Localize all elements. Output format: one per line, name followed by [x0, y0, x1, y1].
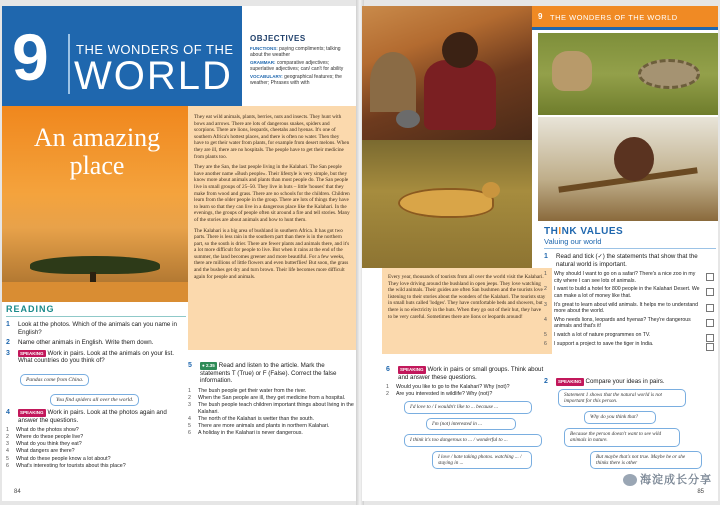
unit-number: 9 — [538, 12, 543, 21]
statement-row: 5 I watch a lot of nature programmes on TV. — [544, 332, 716, 339]
hunter-photo — [538, 117, 718, 221]
question-item: 1 What do the photos show? — [6, 427, 79, 434]
statement-item: 1 The bush people get their water from the river. — [188, 387, 307, 394]
objectives-heading: OBJECTIVES — [250, 34, 306, 43]
hyena — [552, 51, 592, 91]
watermark: 海淀成长分享 — [623, 471, 712, 487]
valuing-subheading: Valuing our world — [544, 237, 716, 249]
statement-row: 2 I want to build a hotel for 800 people in the Kalahari Desert. We can make a lot of money like that. — [544, 286, 716, 299]
unit-title-line1: THE WONDERS OF THE — [76, 42, 234, 57]
unit-header-title: THE WONDERS OF THE WORLD — [550, 13, 678, 22]
page-number: 85 — [697, 489, 704, 495]
speaking-tag: SPEAKING — [20, 409, 44, 415]
tick-box[interactable] — [706, 304, 714, 312]
audio-tag: ● 2.35 — [202, 363, 215, 368]
tick-box[interactable] — [706, 273, 714, 281]
cheetah-body — [398, 188, 494, 218]
page-number: 84 — [14, 489, 21, 495]
snake — [638, 59, 700, 89]
speech-bubble: I'm (not) interested in ... — [426, 418, 516, 430]
hyena-snake-photo — [538, 33, 718, 115]
task-3: 3 SPEAKING Work in pairs. Look at the animals on your list. What countries do you think of? — [6, 349, 174, 365]
speech-bubble: Statement 1 shows that the natural world is not important for this person. — [558, 389, 686, 408]
article-paragraph: They eat wild animals, plants, berries, nuts and insects. They hunt with bows and arrows. There are lots of dangerous snakes, spiders and scorpions. There are lions, leopards, cheetahs and hyenas. It's one of southern Africa's hottest places, and there is often no water. Then they have to get their water from plants, for example from desert melons. When they are ill, there are no hospitals. The people have to get their medicine from plants too. — [194, 114, 350, 160]
wechat-icon — [623, 474, 637, 486]
hut — [370, 52, 416, 112]
person-clothing — [424, 60, 496, 130]
statement-item: 3 The bush people teach children important things about living in the Kalahari. — [188, 401, 354, 416]
tick-box[interactable] — [706, 288, 714, 296]
speech-bubble: Pandas come from China. — [20, 374, 89, 386]
question-item: 4 What dangers are there? — [6, 448, 75, 455]
task-1: 1 Look at the photos. Which of the animals can you name in English? — [6, 321, 177, 336]
unit-header — [532, 6, 718, 30]
question-item: 1 Would you like to go to the Kalahari? Why (not)? — [386, 384, 510, 391]
story-paragraph: Every year, thousands of tourists from all over the world visit the Kalahari. They love driving around the bushland in open jeeps. They love watching the wild animals. Their guides are often San bushmen and the tourists love listening to their stories about the wonders of the Kalahari. The tourists stay in small huts called 'lodges'. They have comfortable beds and showers, but there is no electricity in the huts. When they go out of their hut, they have to be very careful. Sometimes there are lions or leopards around! — [388, 274, 546, 320]
objective-row: GRAMMAR: comparative adjectives; superlative adjectives; can/ can't for ability — [250, 60, 344, 72]
statement-item: 4 The north of the Kalahari is wetter than the south. — [188, 416, 315, 423]
think-values-title: THINK VALUES — [544, 226, 624, 237]
task-6: 6 SPEAKING Work in pairs or small groups. Think about and answer these questions. 1 Would you like to go to the Kalahari? Why (not)? 2 Are you interested in wildlife? Why (not)? I'd love to / I wouldn't like to ... because ... I'm (not) interested in ... I think it's too dangerous to ... / wonderful to ... I love / hate taking photos. watching ... / staying in ... — [386, 366, 546, 473]
statement-item: 5 There are more animals and plants in northern Kalahari. — [188, 423, 330, 430]
reading-section — [6, 304, 186, 470]
statement-item: 6 A holiday in the Kalahari is never dangerous. — [188, 430, 303, 437]
think-values-section — [544, 226, 716, 349]
article-title: An amazing place — [33, 123, 161, 180]
task-5: 5 ● 2.35 Read and listen to the article. Mark the statements T (True) or F (False). Correct the false information. 1 The bush people get their water from the river. 2 When the San people are ill, they get medicine from a hospital. 3 The bush people teach children important things about living in the Kalahari. 4 The north of the Kalahari is wetter than the south. 5 There are more animals and plants in northern Kalahari. 6 A holiday in the Kalahari is never dangerous. — [188, 362, 356, 437]
statement-row: 4 Who needs lions, leopards and hyenas? They're dangerous animals and that's it! — [544, 317, 716, 330]
objective-row: VOCABULARY: geographical features; the weather; Phrases with with — [250, 74, 342, 86]
question-item: 6 What's interesting for tourists about this place? — [6, 462, 126, 469]
article-paragraph: They are the San, the last people living in the Kalahari. The San people have another name «Bush people». Their lifestyle is very simple, but they know more about animals and plants than most people do. The San people live in small groups of 25–50. They live in huts – little 'houses' that they make from wood and grass. There are no schools for the children. Children learn from the older people in the group. There are lots of things they have to learn so that they can live in a dangerous place like the Kalahari. In the evenings, the groups of people often sit around a fire and tell stories. Many of the stories are about animals and how to hunt them. — [194, 164, 350, 223]
task-2-compare: 2 SPEAKING Compare your ideas in pairs. Statement 1 shows that the natural world is not important for this person. Why do you think that? Because the person doesn't want to see wild animals in nature. But maybe that's not true. Maybe he or she thinks there is other — [544, 378, 716, 473]
article-paragraph: The Kalahari is a big area of bushland in southern Africa. It has got two parts. There is less rain in the southern part than there is in the northern part, so the south is drier. There are fewer plants and animals there, and it's a lot more difficult for people to live. But when it rains at the end of the summer, the land becomes greener and more beautiful. For a few weeks, there are millions of little flowers and even butterflies! But soon, the grass and the bushes get dry and turn brown. Their life becomes more difficult again for people and animals. — [194, 227, 350, 280]
statement-row: 3 It's great to learn about wild animals. It helps me to understand more about the world. — [544, 302, 716, 315]
story-box — [382, 268, 552, 354]
question-item: 5 What do these people know a lot about? — [6, 455, 111, 462]
ground — [2, 282, 188, 302]
question-item: 2 Where do these people live? — [6, 434, 84, 441]
san-family-photo — [362, 6, 532, 140]
speech-bubble: Why do you think that? — [584, 411, 656, 423]
speech-bubble: I love / hate taking photos. watching ... / staying in ... — [432, 451, 532, 470]
cooking-pot — [396, 110, 420, 128]
task-2: 2 Name other animals in English. Write them down. — [6, 339, 154, 347]
statement-row: 1 Why should I want to go on a safari? There's a nice zoo in my city where I can see lots of animals. — [544, 271, 716, 284]
objectives-box — [242, 6, 358, 106]
speech-bubble: You find spiders all over the world. — [50, 394, 139, 406]
speech-bubble: Because the person doesn't want to see wild animals in nature. — [564, 428, 680, 447]
question-item: 2 Are you interested in wildlife? Why (not)? — [386, 391, 493, 398]
cheetah-photo — [362, 140, 532, 268]
left-page — [2, 6, 358, 501]
speech-bubble: But maybe that's not true. Maybe he or she thinks there is other — [590, 451, 702, 470]
speech-bubble: I'd love to / I wouldn't like to ... because ... — [404, 401, 532, 413]
speech-bubble: I think it's too dangerous to ... / wonderful to ... — [404, 434, 542, 446]
objective-row: FUNCTIONS: paying compliments; talking about the weather — [250, 46, 341, 58]
unit-title-line2: WORLD — [74, 54, 233, 98]
kalahari-photo — [2, 106, 188, 302]
speaking-tag: SPEAKING — [20, 350, 44, 356]
person-head — [442, 32, 478, 68]
reading-heading: READING — [6, 304, 186, 317]
task-4: 4 SPEAKING Work in pairs. Look at the photos again and answer the questions. — [6, 408, 167, 424]
speaking-tag: SPEAKING — [400, 367, 424, 372]
article-body — [188, 106, 358, 350]
unit-number: 9 — [12, 20, 49, 94]
tick-box[interactable] — [706, 319, 714, 327]
cheetah-head — [482, 182, 500, 198]
statement-item: 2 When the San people are ill, they get medicine from a hospital. — [188, 394, 346, 401]
tick-box[interactable] — [706, 343, 714, 351]
divider — [68, 34, 70, 94]
hunter-head — [614, 137, 654, 181]
speaking-tag: SPEAKING — [558, 379, 582, 384]
question-item: 3 What do you think they eat? — [6, 441, 82, 448]
tv-task-1: 1 Read and tick (✓) the statements that show that the natural world is important. — [544, 253, 698, 268]
right-page — [362, 6, 718, 501]
statement-row: 6 I support a project to save the tiger in India. — [544, 341, 716, 348]
